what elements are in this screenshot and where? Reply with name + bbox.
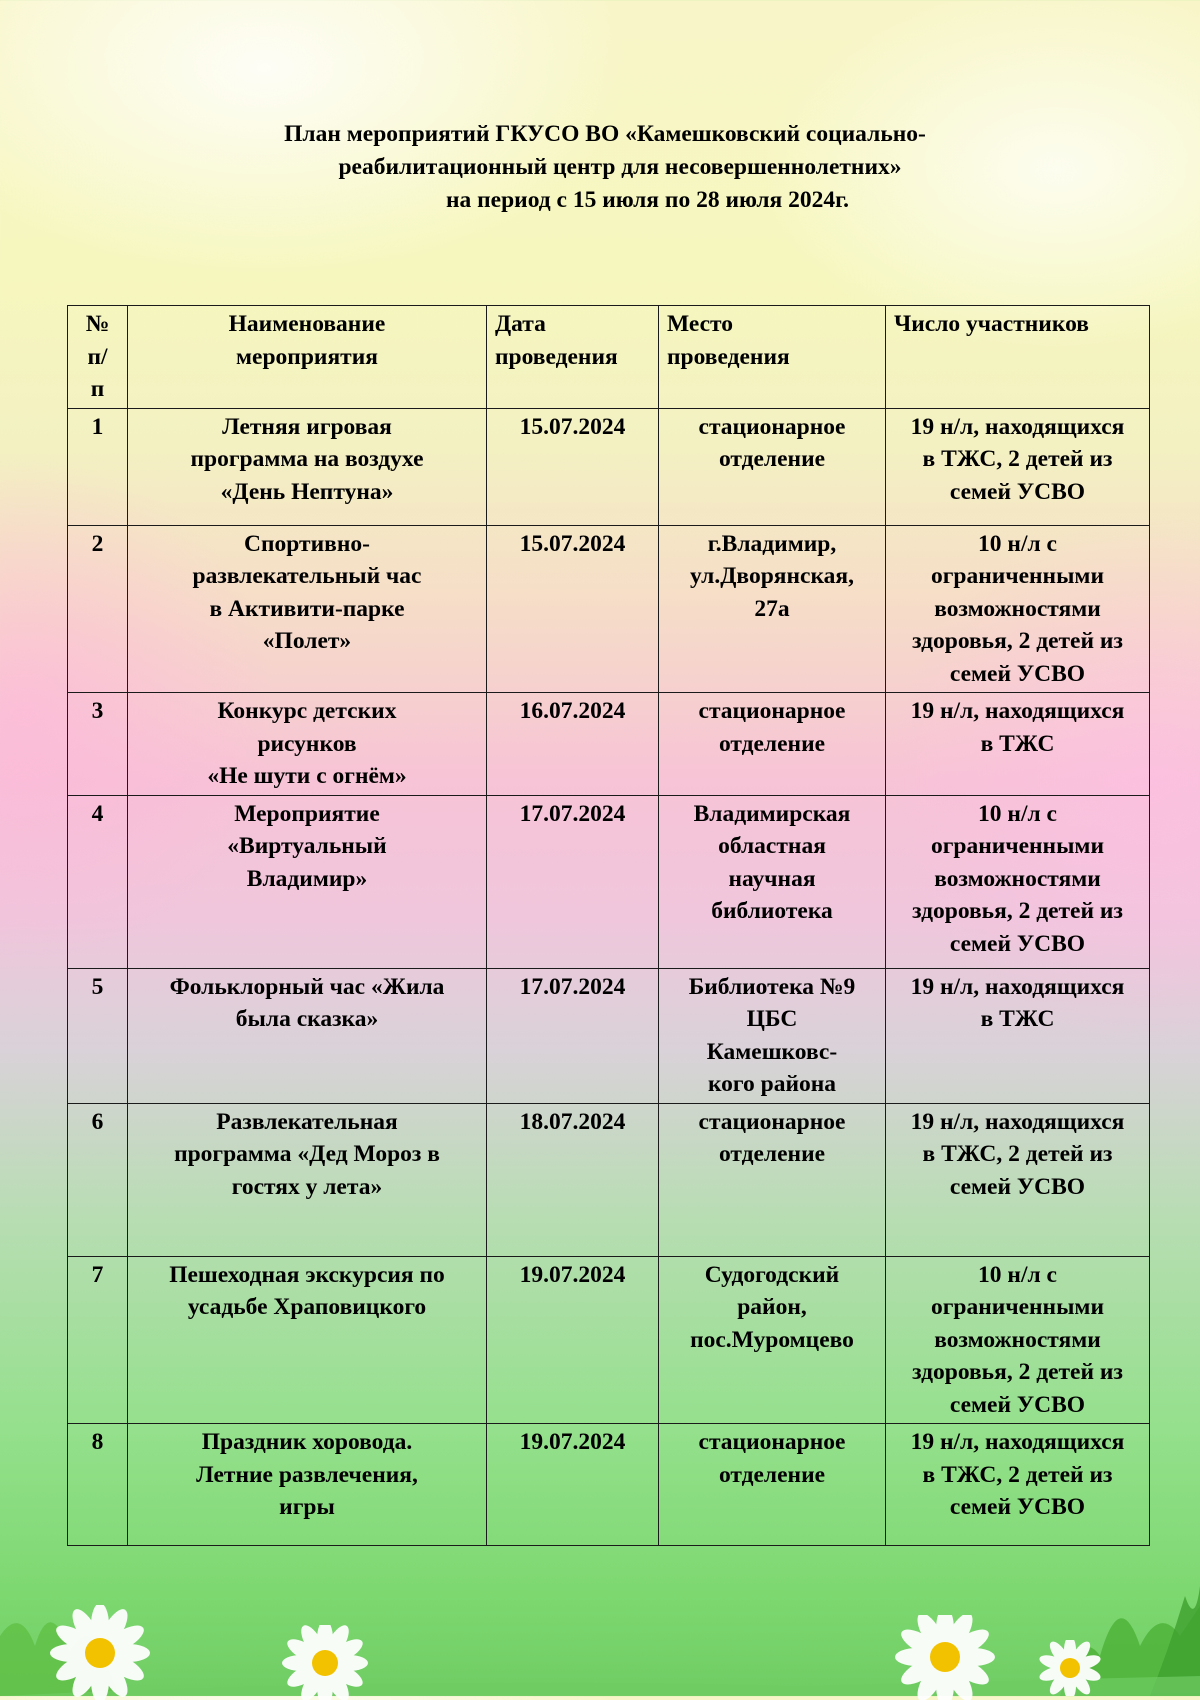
row-num-cell: 7 bbox=[68, 1256, 128, 1424]
row-num-cell: 4 bbox=[68, 795, 128, 968]
title-line-2: реабилитационный центр для несовершеннолетних» bbox=[338, 154, 902, 180]
event-place-cell: стационарное отделение bbox=[659, 693, 886, 796]
table-row bbox=[68, 795, 1150, 968]
column-header-participants: Число участников bbox=[886, 306, 1150, 409]
event-date-cell: 15.07.2024 bbox=[487, 525, 659, 693]
event-participants-cell: 10 н/л с ограниченными возможностями здоровья, 2 детей из семей УСВО bbox=[886, 795, 1150, 968]
table-row bbox=[68, 408, 1150, 525]
event-participants-cell: 19 н/л, находящихся в ТЖС, 2 детей из семей УСВО bbox=[886, 1103, 1150, 1256]
event-participants-cell: 10 н/л с ограниченными возможностями здоровья, 2 детей из семей УСВО bbox=[886, 525, 1150, 693]
grass-decoration bbox=[0, 1566, 1200, 1696]
event-participants-cell: 19 н/л, находящихся в ТЖС, 2 детей из семей УСВО bbox=[886, 408, 1150, 525]
event-date-cell: 17.07.2024 bbox=[487, 795, 659, 968]
event-place-cell: г.Владимир, ул.Дворянская, 27а bbox=[659, 525, 886, 693]
column-header-num: № п/ п bbox=[68, 306, 128, 409]
column-header-name: Наименование мероприятия bbox=[128, 306, 487, 409]
event-place-cell: Судогодский район, пос.Муромцево bbox=[659, 1256, 886, 1424]
events-table bbox=[67, 305, 1150, 1546]
title-line-3: на период с 15 июля по 28 июля 2024г. bbox=[445, 187, 850, 213]
row-num-cell: 3 bbox=[68, 693, 128, 796]
event-participants-cell: 19 н/л, находящихся в ТЖС bbox=[886, 968, 1150, 1103]
table-row bbox=[68, 525, 1150, 693]
table-row bbox=[68, 1424, 1150, 1546]
row-num-cell: 8 bbox=[68, 1424, 128, 1546]
event-name-cell: Развлекательная программа «Дед Мороз в гостях у лета» bbox=[128, 1103, 487, 1256]
event-date-cell: 18.07.2024 bbox=[487, 1103, 659, 1256]
event-participants-cell: 19 н/л, находящихся в ТЖС, 2 детей из семей УСВО bbox=[886, 1424, 1150, 1546]
title-line-1: План мероприятий ГКУСО ВО «Камешковский социально- bbox=[284, 121, 926, 147]
event-name-cell: Пешеходная экскурсия по усадьбе Храповицкого bbox=[128, 1256, 487, 1424]
event-participants-cell: 19 н/л, находящихся в ТЖС bbox=[886, 693, 1150, 796]
event-name-cell: Конкурс детских рисунков «Не шути с огнём» bbox=[128, 693, 487, 796]
event-name-cell: Праздник хоровода. Летние развлечения, игры bbox=[128, 1424, 487, 1546]
event-name-cell: Фольклорный час «Жила была сказка» bbox=[128, 968, 487, 1103]
event-date-cell: 16.07.2024 bbox=[487, 693, 659, 796]
event-place-cell: Библиотека №9 ЦБС Камешковс- кого района bbox=[659, 968, 886, 1103]
event-participants-cell: 10 н/л с ограниченными возможностями здоровья, 2 детей из семей УСВО bbox=[886, 1256, 1150, 1424]
row-num-cell: 6 bbox=[68, 1103, 128, 1256]
event-place-cell: Владимирская областная научная библиотека bbox=[659, 795, 886, 968]
row-num-cell: 1 bbox=[68, 408, 128, 525]
table-header-row bbox=[68, 306, 1150, 409]
daisy-flower-icon bbox=[45, 1605, 155, 1700]
daisy-flower-icon bbox=[885, 1615, 1005, 1700]
daisy-flower-icon bbox=[275, 1625, 375, 1700]
daisy-flower-icon bbox=[1030, 1640, 1110, 1696]
row-num-cell: 5 bbox=[68, 968, 128, 1103]
table-row bbox=[68, 968, 1150, 1103]
event-name-cell: Спортивно- развлекательный час в Активити-парке «Полет» bbox=[128, 525, 487, 693]
table-row bbox=[68, 693, 1150, 796]
event-place-cell: стационарное отделение bbox=[659, 1103, 886, 1256]
column-header-date: Дата проведения bbox=[487, 306, 659, 409]
event-date-cell: 17.07.2024 bbox=[487, 968, 659, 1103]
event-date-cell: 15.07.2024 bbox=[487, 408, 659, 525]
column-header-place: Место проведения bbox=[659, 306, 886, 409]
row-num-cell: 2 bbox=[68, 525, 128, 693]
event-place-cell: стационарное отделение bbox=[659, 408, 886, 525]
event-date-cell: 19.07.2024 bbox=[487, 1424, 659, 1546]
event-name-cell: Мероприятие «Виртуальный Владимир» bbox=[128, 795, 487, 968]
event-place-cell: стационарное отделение bbox=[659, 1424, 886, 1546]
table-row bbox=[68, 1103, 1150, 1256]
table-row bbox=[68, 1256, 1150, 1424]
event-name-cell: Летняя игровая программа на воздухе «День Нептуна» bbox=[128, 408, 487, 525]
document-title bbox=[0, 118, 1200, 217]
event-date-cell: 19.07.2024 bbox=[487, 1256, 659, 1424]
